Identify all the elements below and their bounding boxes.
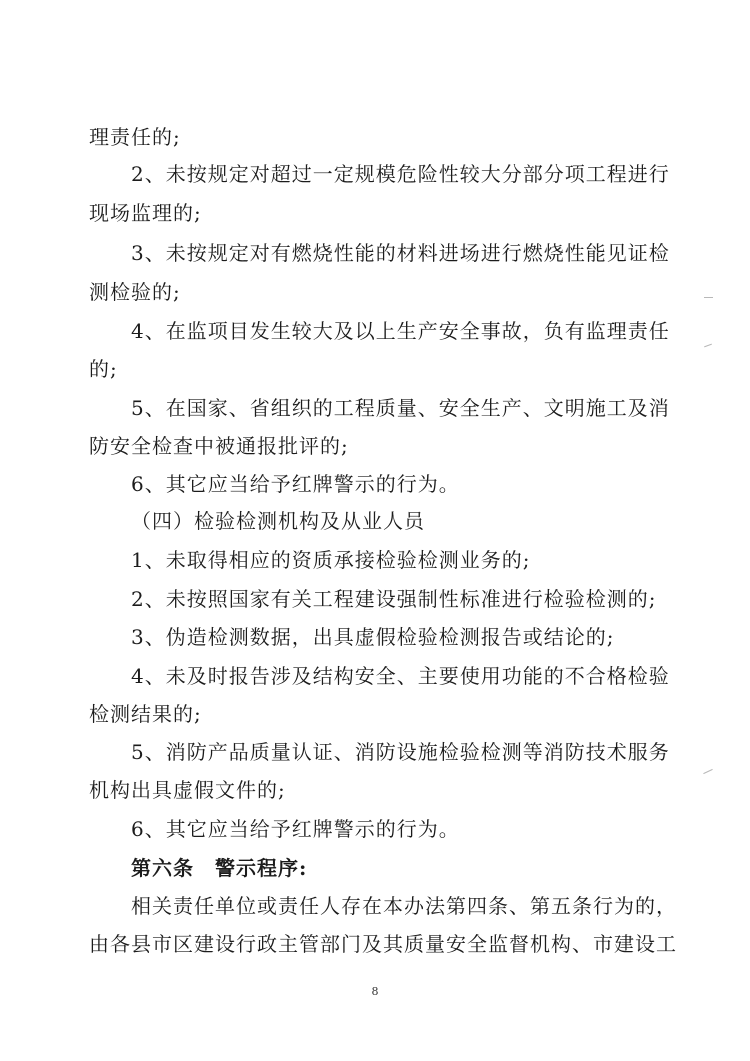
text-line: 3、未按规定对有燃烧性能的材料进场进行燃烧性能见证检 bbox=[131, 241, 670, 265]
text-line: 4、在监项目发生较大及以上生产安全事故，负有监理责任 bbox=[131, 319, 670, 343]
scan-mark bbox=[704, 344, 712, 348]
text-line: 5、在国家、省组织的工程质量、安全生产、文明施工及消 bbox=[131, 396, 670, 420]
text-line: 5、消防产品质量认证、消防设施检验检测等消防技术服务 bbox=[131, 740, 670, 764]
text-line: 6、其它应当给予红牌警示的行为。 bbox=[131, 817, 460, 841]
scan-mark bbox=[703, 769, 712, 774]
scan-mark bbox=[704, 297, 713, 298]
text-line: 的; bbox=[89, 357, 118, 381]
text-line: 机构出具虚假文件的; bbox=[89, 778, 286, 802]
text-line: 防安全检查中被通报批评的; bbox=[89, 434, 349, 458]
text-line: 相关责任单位或责任人存在本办法第四条、第五条行为的， bbox=[131, 894, 677, 918]
text-line: 测检验的; bbox=[89, 280, 181, 304]
text-line: 理责任的; bbox=[89, 125, 181, 149]
section-heading: （四）检验检测机构及从业人员 bbox=[131, 509, 425, 533]
text-line: 检测结果的; bbox=[89, 702, 202, 726]
text-line: 1、未取得相应的资质承接检验检测业务的; bbox=[131, 548, 531, 572]
text-line: 3、伪造检测数据，出具虚假检验检测报告或结论的; bbox=[131, 625, 615, 649]
text-line: 2、未按照国家有关工程建设强制性标准进行检验检测的; bbox=[131, 587, 657, 611]
page-number: 8 bbox=[371, 985, 379, 998]
text-line: 2、未按规定对超过一定规模危险性较大分部分项工程进行 bbox=[131, 162, 670, 186]
text-line: 现场监理的; bbox=[89, 201, 202, 225]
text-line: 6、其它应当给予红牌警示的行为。 bbox=[131, 472, 460, 496]
article-heading: 第六条 警示程序: bbox=[131, 856, 308, 880]
text-line: 4、未及时报告涉及结构安全、主要使用功能的不合格检验 bbox=[131, 664, 670, 688]
text-line: 由各县市区建设行政主管部门及其质量安全监督机构、市建设工 bbox=[89, 932, 677, 956]
